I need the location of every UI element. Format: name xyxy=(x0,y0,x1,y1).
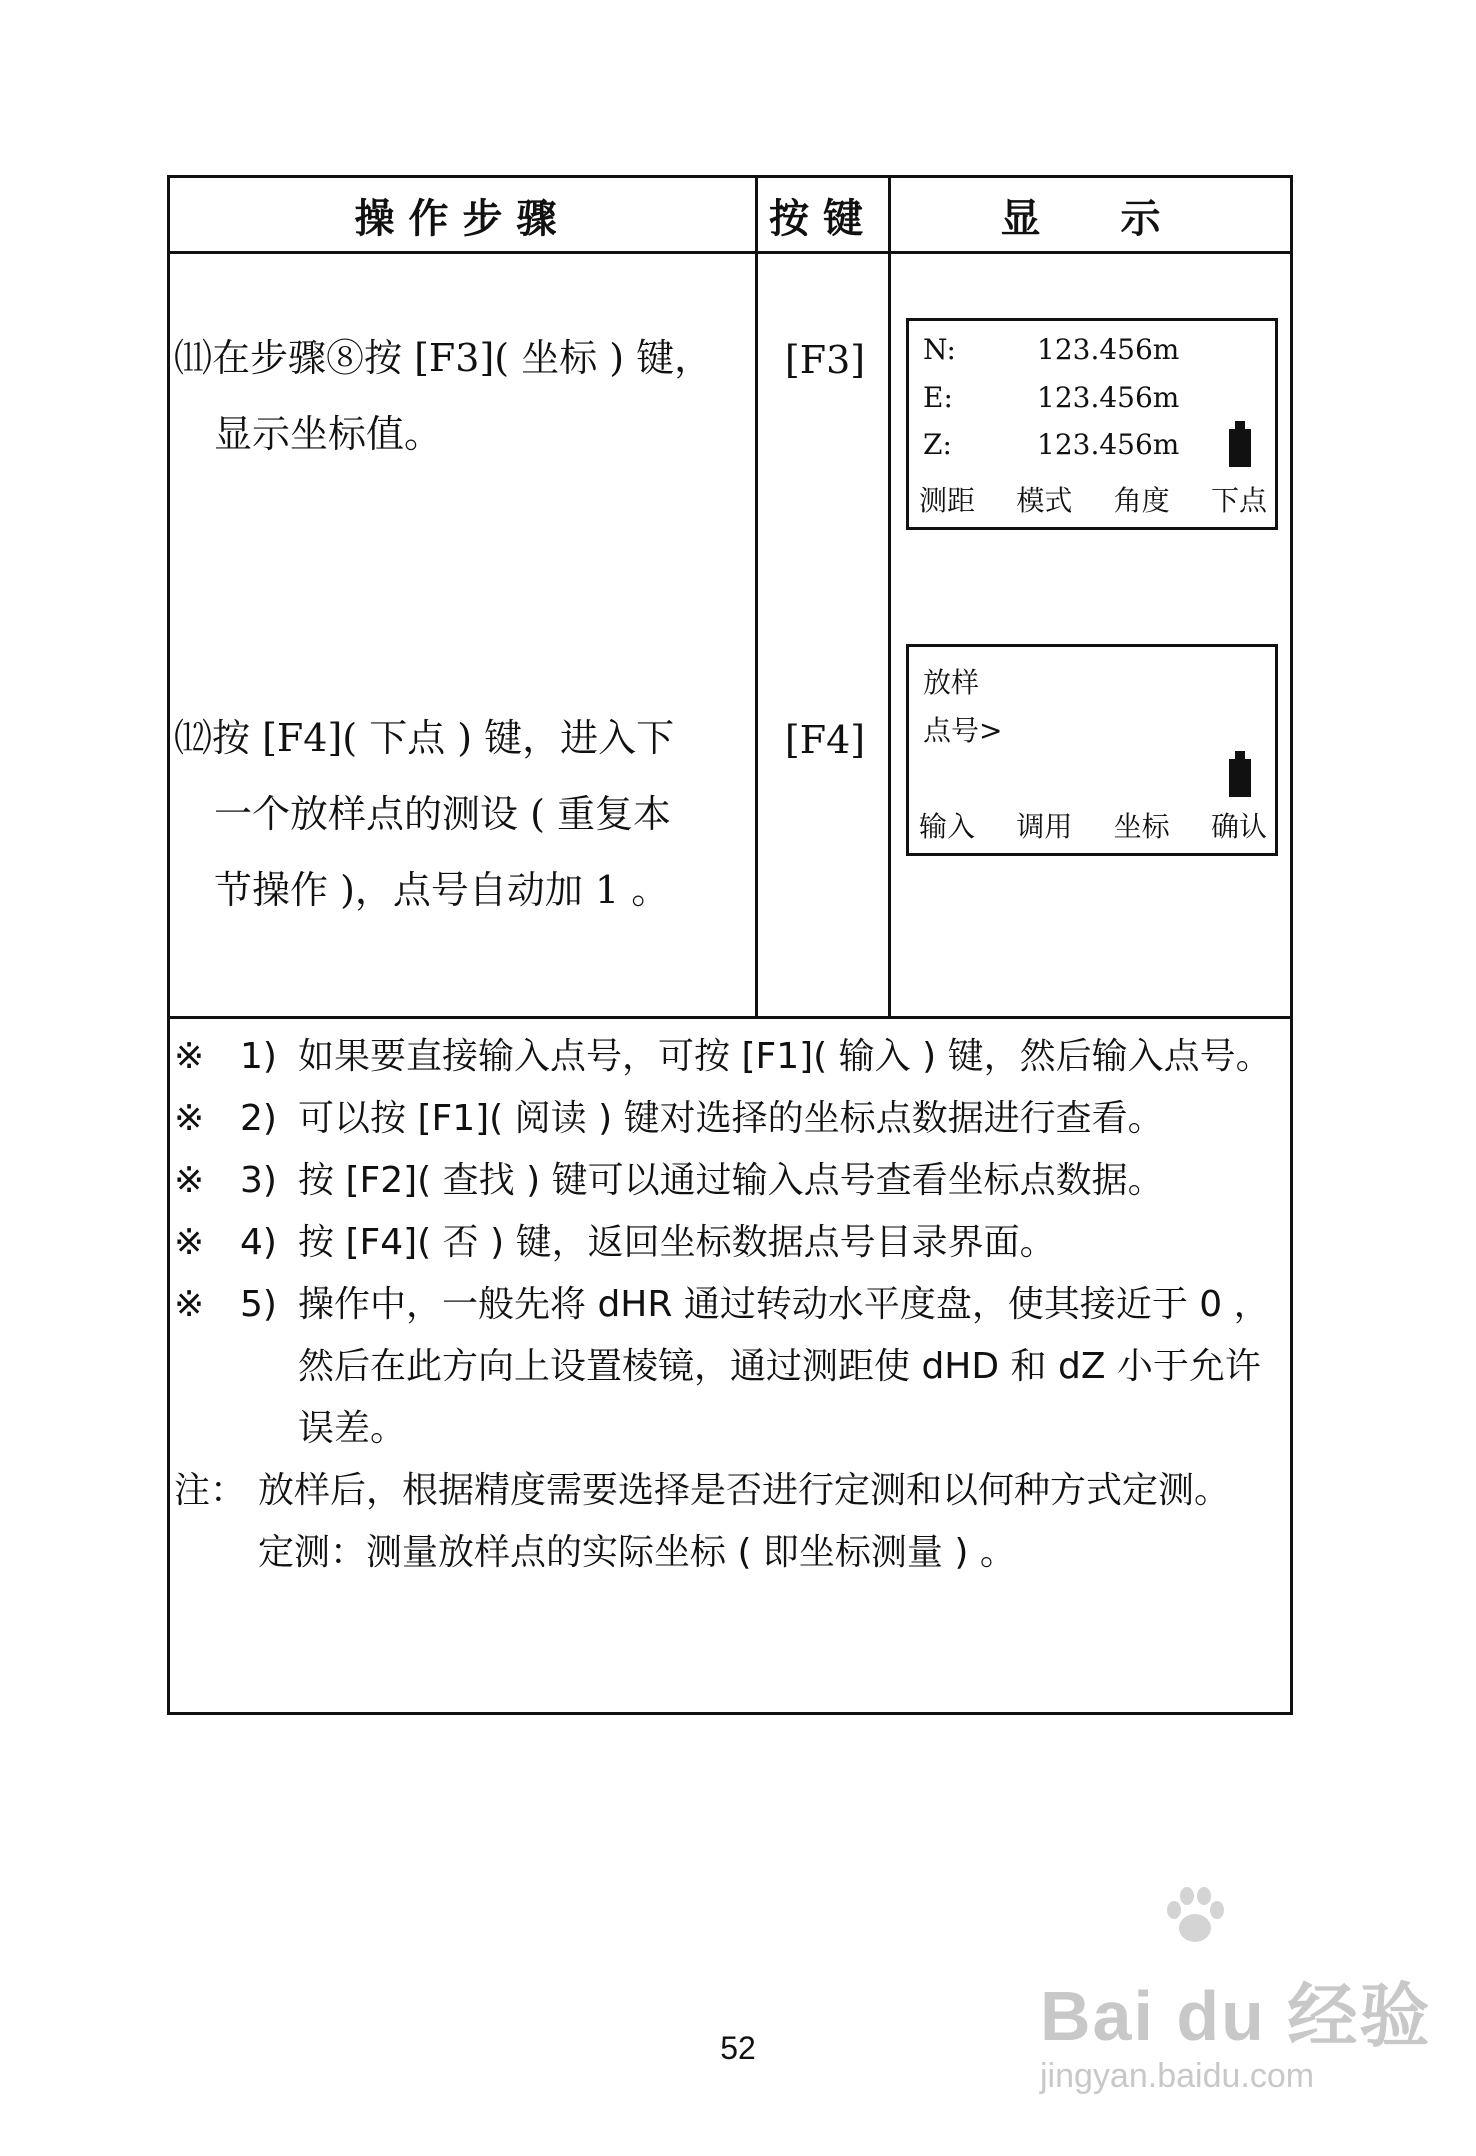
note-text: 如果要直接输入点号，可按 [F1]( 输入 ) 键，然后输入点号。 xyxy=(298,1036,1272,1077)
note-mark: ※ xyxy=(174,1160,205,1201)
column-divider xyxy=(888,178,891,1018)
coord-value-e: 123.456m xyxy=(1037,381,1180,414)
watermark xyxy=(1040,1960,1431,2096)
note-text: 按 [F4]( 否 ) 键，返回坐标数据点号目录界面。 xyxy=(298,1222,1056,1263)
lcd-stakeout-display xyxy=(906,644,1278,856)
header-steps: 操作步骤 xyxy=(354,195,571,242)
header-display: 显 示 xyxy=(1000,195,1181,242)
header-key: 按键 xyxy=(769,195,877,242)
softkey-f3: 坐标 xyxy=(1113,810,1170,843)
battery-icon xyxy=(1229,429,1251,467)
note-item xyxy=(174,1088,1284,1150)
softkey-bar xyxy=(919,805,1267,845)
note-number: 5) xyxy=(240,1284,277,1325)
softkey-f4: 确认 xyxy=(1210,810,1267,843)
softkey-f2: 模式 xyxy=(1016,484,1073,517)
softkey-bar xyxy=(919,479,1267,519)
note-number: 4) xyxy=(240,1222,277,1263)
operation-table xyxy=(167,175,1293,1715)
column-divider xyxy=(755,178,758,1018)
remark-label: 注： xyxy=(174,1470,247,1511)
note-number: 2) xyxy=(240,1098,277,1139)
step-text: 一个放样点的测设 ( 重复本 xyxy=(214,792,671,836)
note-mark: ※ xyxy=(174,1222,205,1263)
softkey-f1: 输入 xyxy=(919,810,976,843)
note-item xyxy=(174,1150,1284,1212)
softkey-f2: 调用 xyxy=(1016,810,1073,843)
remark-text: 放样后，根据精度需要选择是否进行定测和以何种方式定测。 xyxy=(258,1470,1231,1511)
remark-definition: 定测：测量放样点的实际坐标 ( 即坐标测量 ) 。 xyxy=(258,1532,1016,1573)
step-text: 显示坐标值。 xyxy=(214,412,443,456)
coord-label-n: N: xyxy=(923,333,956,366)
coord-value-z: 123.456m xyxy=(1037,428,1180,461)
note-number: 3) xyxy=(240,1160,277,1201)
note-number: 1) xyxy=(240,1036,277,1077)
step-number: ⑿ xyxy=(174,716,213,760)
coord-value-n: 123.456m xyxy=(1037,333,1180,366)
step-text: 按 [F4]( 下点 ) 键，进入下 xyxy=(212,716,675,760)
note-item xyxy=(174,1026,1284,1088)
notes-divider xyxy=(170,1016,1290,1019)
note-mark: ※ xyxy=(174,1036,205,1077)
lcd-prompt: 点号> xyxy=(923,714,1003,747)
page-number: 52 xyxy=(720,2030,756,2066)
softkey-f4: 下点 xyxy=(1210,484,1267,517)
note-mark: ※ xyxy=(174,1284,205,1325)
step-11 xyxy=(174,320,754,472)
note-item xyxy=(174,1212,1284,1274)
softkey-f1: 测距 xyxy=(919,484,976,517)
watermark-url: jingyan.baidu.com xyxy=(1040,2057,1315,2095)
note-text: 按 [F2]( 查找 ) 键可以通过输入点号查看坐标点数据。 xyxy=(298,1160,1164,1201)
note-text: 操作中，一般先将 dHR 通过转动水平度盘，使其接近于 0 ，然后在此方向上设置棱镜，通过测距使 dHD 和 dZ 小于允许误差。 xyxy=(298,1284,1270,1449)
note-item xyxy=(174,1274,1284,1460)
step-number: ⑾ xyxy=(174,336,213,380)
note-mark: ※ xyxy=(174,1098,205,1139)
notes-section xyxy=(174,1026,1284,1584)
key-f4: [F4] xyxy=(784,718,866,762)
coord-label-e: E: xyxy=(923,381,953,414)
coord-label-z: Z: xyxy=(923,428,952,461)
note-text: 可以按 [F1]( 阅读 ) 键对选择的坐标点数据进行查看。 xyxy=(298,1098,1164,1139)
step-12 xyxy=(174,700,754,928)
lcd-title: 放样 xyxy=(923,666,980,699)
battery-icon xyxy=(1229,759,1251,797)
paw-icon xyxy=(1160,1880,1230,1950)
remark-item xyxy=(174,1460,1284,1584)
step-text: 节操作 )，点号自动加 1 。 xyxy=(214,868,670,912)
watermark-brand: Bai du 经验 xyxy=(1040,1977,1432,2055)
softkey-f3: 角度 xyxy=(1113,484,1170,517)
step-text: 在步骤⑧按 [F3]( 坐标 ) 键， xyxy=(212,336,713,380)
key-f3: [F3] xyxy=(784,338,866,382)
lcd-coordinate-display xyxy=(906,318,1278,530)
